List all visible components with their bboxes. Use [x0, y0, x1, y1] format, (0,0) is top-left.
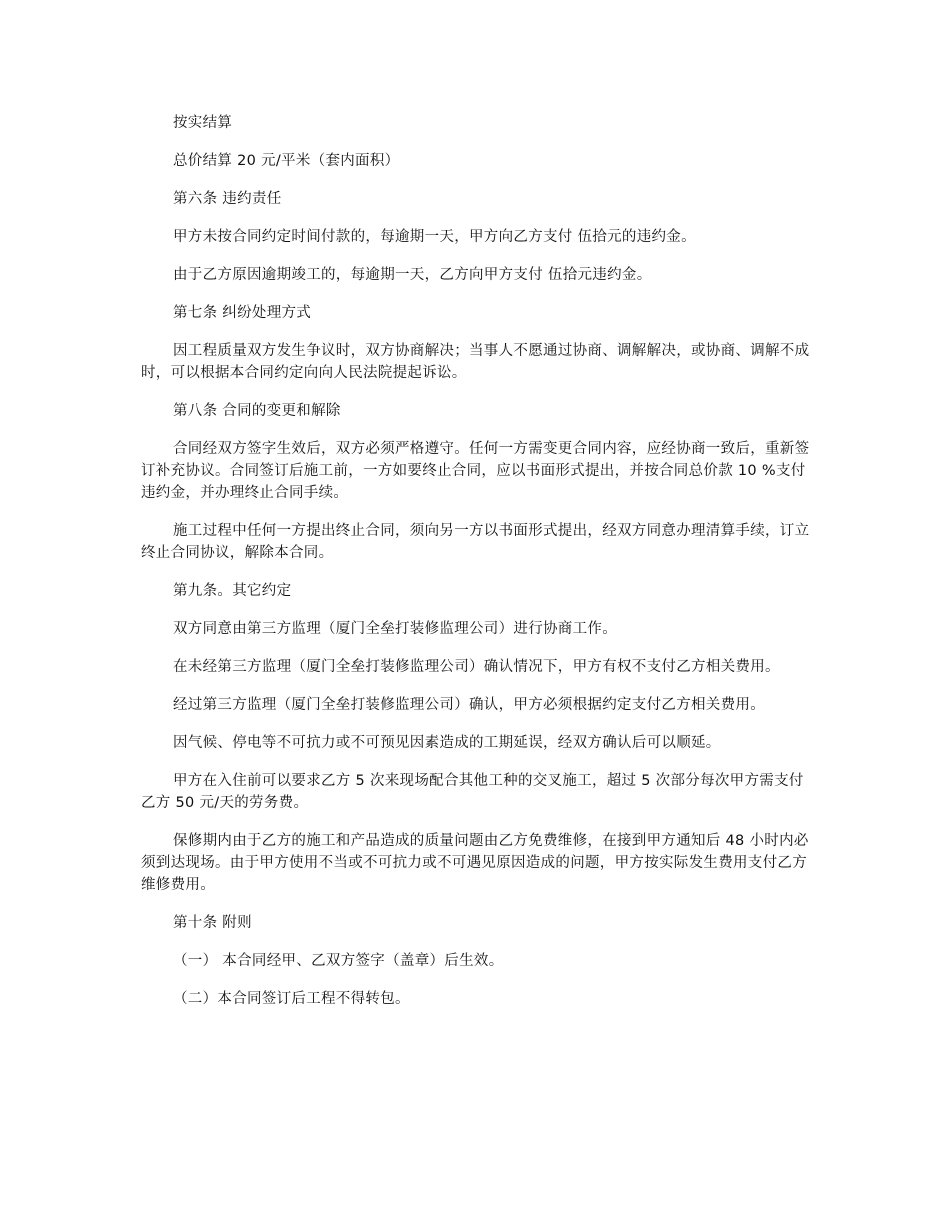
- paragraph-contract-change: 合同经双方签字生效后，双方必须严格遵守。任何一方需变更合同内容，应经协商一致后，重新签订补充协议。合同签订后施工前，一方如要终止合同，应以书面形式提出，并按合同总价款 10 %支付违约金，并办理终止合同手续。: [141, 441, 810, 501]
- section-heading-article-9: 第九条。其它约定: [173, 583, 292, 599]
- paragraph-force-majeure: 因气候、停电等不可抗力或不可预见因素造成的工期延误，经双方确认后可以顺延。: [173, 735, 721, 751]
- paragraph-settlement-actual: 按实结算: [173, 115, 233, 131]
- paragraph-appendix-1: （一） 本合同经甲、乙双方签字（盖章）后生效。: [173, 953, 504, 969]
- section-heading-article-8: 第八条 合同的变更和解除: [173, 403, 341, 419]
- section-heading-article-10: 第十条 附则: [173, 915, 252, 931]
- paragraph-dispute-resolution: 因工程质量双方发生争议时，双方协商解决；当事人不愿通过协商、调解解决，或协商、调解不成时，可以根据本合同约定向向人民法院提起诉讼。: [141, 343, 810, 381]
- paragraph-party-a-late-payment: 甲方未按合同约定时间付款的，每逾期一天，甲方向乙方支付 伍拾元的违约金。: [173, 229, 696, 245]
- document-body: [141, 112, 811, 1026]
- section-heading-article-7: 第七条 纠纷处理方式: [173, 305, 312, 321]
- paragraph-warranty: 保修期内由于乙方的施工和产品造成的质量问题由乙方免费维修，在接到甲方通知后 48 小时内必须到达现场。由于甲方使用不当或不可抗力或不可遇见原因造成的问题，甲方按实际发生费用支付乙方维修费用。: [141, 833, 809, 893]
- paragraph-site-coordination: 甲方在入住前可以要求乙方 5 次来现场配合其他工种的交叉施工，超过 5 次部分每次甲方需支付乙方 50 元/天的劳务费。: [141, 773, 804, 811]
- paragraph-confirmed-payment: 经过第三方监理（厦门全垒打装修监理公司）确认，甲方必须根据约定支付乙方相关费用。: [173, 697, 765, 713]
- paragraph-unconfirmed-payment: 在未经第三方监理（厦门全垒打装修监理公司）确认情况下，甲方有权不支付乙方相关费用。: [173, 659, 780, 675]
- paragraph-settlement-total: 总价结算 20 元/平米（套内面积）: [173, 153, 400, 169]
- paragraph-party-b-late-completion: 由于乙方原因逾期竣工的，每逾期一天，乙方向甲方支付 伍拾元违约金。: [173, 267, 652, 283]
- paragraph-contract-termination: 施工过程中任何一方提出终止合同，须向另一方以书面形式提出，经双方同意办理清算手续，订立终止合同协议，解除本合同。: [141, 523, 810, 561]
- paragraph-third-party-supervision: 双方同意由第三方监理（厦门全垒打装修监理公司）进行协商工作。: [173, 621, 617, 637]
- paragraph-appendix-2: （二）本合同签订后工程不得转包。: [173, 991, 410, 1007]
- section-heading-article-6: 第六条 违约责任: [173, 191, 282, 207]
